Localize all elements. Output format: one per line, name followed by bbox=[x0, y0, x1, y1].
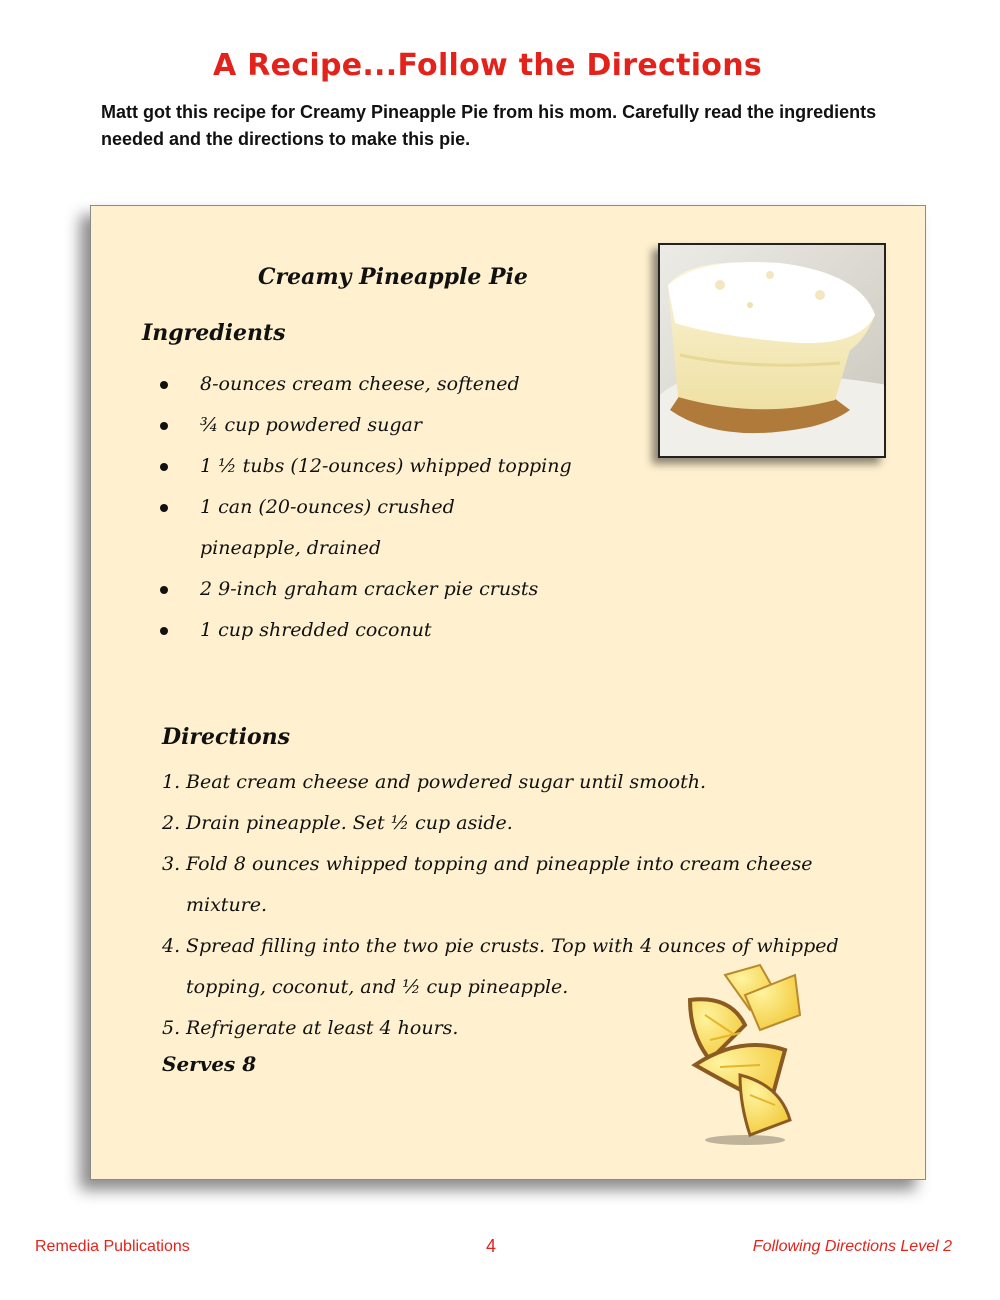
directions-heading: Directions bbox=[162, 724, 290, 750]
list-item bbox=[162, 803, 882, 844]
ingredient-text: 2 9-inch graham cracker pie crusts bbox=[200, 578, 539, 600]
pie-slice-image bbox=[660, 245, 886, 458]
ingredient-text: 1 cup shredded coconut bbox=[200, 619, 432, 641]
list-item bbox=[158, 569, 618, 610]
list-item bbox=[162, 762, 882, 803]
list-item bbox=[158, 364, 618, 405]
step-text: Drain pineapple. Set ½ cup aside. bbox=[186, 812, 513, 834]
book-title: Following Directions Level 2 bbox=[752, 1238, 952, 1255]
step-number: 1. bbox=[162, 771, 181, 793]
bullet-icon bbox=[160, 463, 168, 471]
list-item bbox=[158, 405, 618, 446]
step-number: 2. bbox=[162, 812, 181, 834]
step-text: Beat cream cheese and powdered sugar until smooth. bbox=[186, 771, 706, 793]
intro-text: Matt got this recipe for Creamy Pineapple Pie from his mom. Carefully read the ingredients needed and the directions to make this pie. bbox=[101, 102, 877, 149]
bullet-icon bbox=[160, 381, 168, 389]
bullet-icon bbox=[160, 422, 168, 430]
list-item bbox=[158, 487, 560, 569]
step-number: 5. bbox=[162, 1017, 181, 1039]
step-text: Spread filling into the two pie crusts. Top with 4 ounces of whipped topping, coconut, and ½ cup pineapple. bbox=[186, 935, 839, 998]
pineapple-illustration bbox=[650, 955, 810, 1145]
list-item bbox=[158, 610, 618, 651]
page-title: A Recipe...Follow the Directions bbox=[212, 48, 763, 83]
ingredient-text: 1 can (20-ounces) crushed pineapple, drained bbox=[200, 496, 455, 559]
recipe-title: Creamy Pineapple Pie bbox=[258, 264, 528, 290]
step-number: 3. bbox=[162, 853, 181, 875]
ingredients-list bbox=[158, 364, 618, 651]
step-text: Refrigerate at least 4 hours. bbox=[186, 1017, 459, 1039]
ingredient-text: 1 ½ tubs (12-ounces) whipped topping bbox=[200, 455, 572, 477]
page-number: 4 bbox=[485, 1236, 496, 1256]
publisher-name: Remedia Publications bbox=[35, 1238, 190, 1255]
pie-slice-photo bbox=[658, 243, 886, 458]
step-number: 4. bbox=[162, 935, 181, 957]
ingredients-heading: Ingredients bbox=[142, 320, 286, 346]
list-item bbox=[162, 844, 882, 926]
bullet-icon bbox=[160, 586, 168, 594]
bullet-icon bbox=[160, 627, 168, 635]
ingredient-text: ¾ cup powdered sugar bbox=[200, 414, 422, 436]
step-text: Fold 8 ounces whipped topping and pineapple into cream cheese mixture. bbox=[186, 853, 813, 916]
pineapple-icon bbox=[650, 955, 810, 1145]
serves-text: Serves 8 bbox=[162, 1052, 257, 1076]
list-item bbox=[158, 446, 618, 487]
bullet-icon bbox=[160, 504, 168, 512]
ingredient-text: 8-ounces cream cheese, softened bbox=[200, 373, 520, 395]
